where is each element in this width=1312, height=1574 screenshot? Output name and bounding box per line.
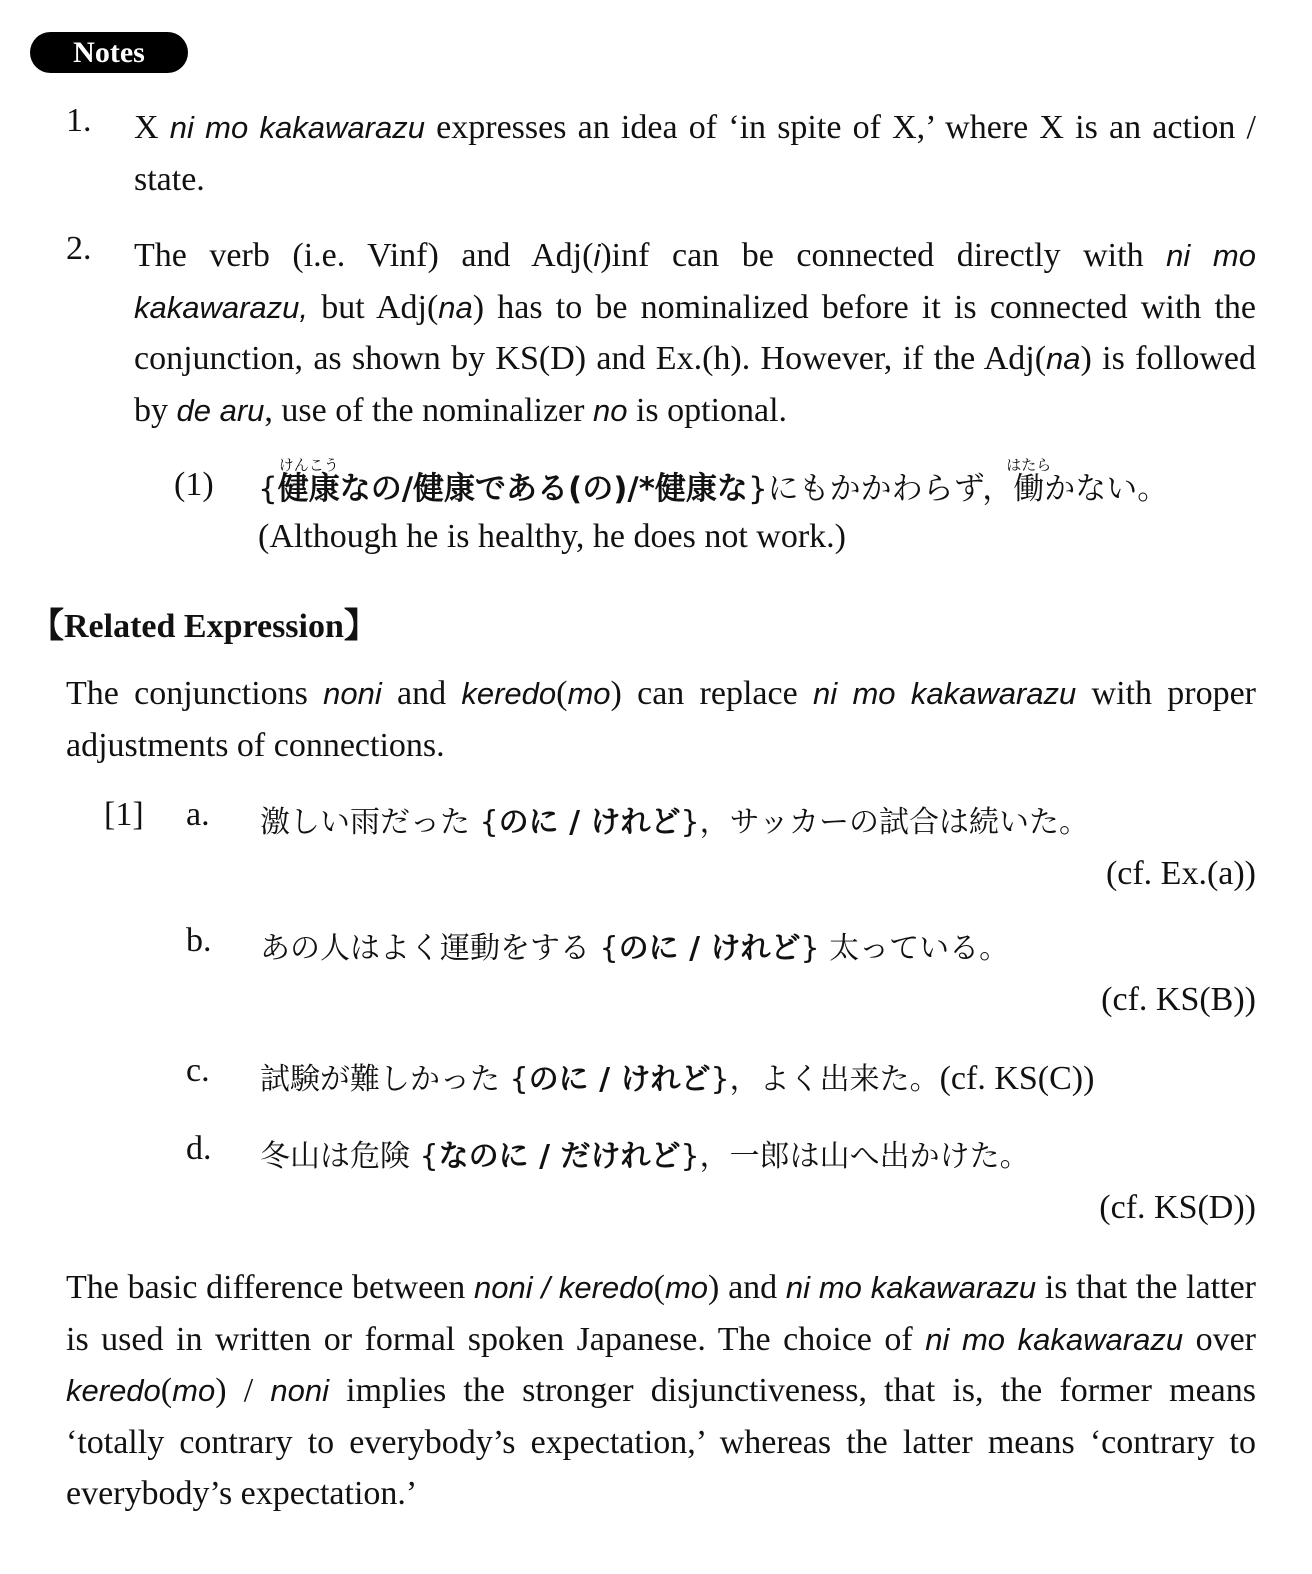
- italic-term: ni mo kakawarazu: [812, 676, 1077, 711]
- sentence-bold: のに / けれど: [528, 1062, 711, 1097]
- sentence-bold: のに / けれど: [498, 805, 681, 840]
- kanji: 働: [1013, 471, 1045, 507]
- text-run: and: [381, 675, 462, 712]
- italic-term: ni mo kakawarazu: [169, 110, 425, 145]
- example-letter: b.: [186, 922, 212, 959]
- related-expression-heading: 【Related Expression】: [30, 608, 378, 645]
- sentence-bold: なのに / だけれど: [438, 1139, 681, 1174]
- sentence-pre: 冬山は危険 {: [260, 1139, 439, 1174]
- italic-term: keredo: [66, 1373, 161, 1408]
- italic-term: na: [438, 289, 473, 325]
- cf-reference: (cf. KS(D)): [1099, 1189, 1256, 1226]
- example-translation: (Although he is healthy, he does not work.): [258, 518, 846, 555]
- sentence-end: かない。: [1044, 471, 1169, 507]
- text-run: (: [653, 1269, 665, 1306]
- text-run: (: [556, 675, 568, 712]
- brace-open: {: [258, 471, 278, 507]
- furigana: けんこう: [278, 456, 339, 474]
- italic-term: keredo: [461, 676, 557, 711]
- italic-term: noni / keredo: [473, 1270, 654, 1305]
- related-example-d: [104, 1130, 1256, 1232]
- example-letter: d.: [186, 1130, 212, 1167]
- related-closing: [66, 1262, 1256, 1520]
- text-run: but Adj(: [308, 288, 439, 326]
- text-run: ) /: [215, 1372, 271, 1409]
- text-run: The basic difference between: [66, 1269, 474, 1306]
- italic-term: mo: [172, 1373, 216, 1408]
- italic-term: ni mo kakawarazu: [925, 1321, 1184, 1357]
- text-run: ) is followed by: [134, 340, 1257, 429]
- cf-reference: (cf. KS(B)): [1101, 981, 1256, 1018]
- note-number: 1.: [66, 102, 92, 139]
- note-1: [66, 102, 1256, 205]
- related-intro: [66, 668, 1256, 771]
- italic-term: i: [593, 238, 601, 273]
- italic-term: ni mo kakawarazu,: [134, 238, 1256, 325]
- italic-term: no: [592, 392, 628, 428]
- text-run: ) can replace: [610, 675, 813, 712]
- text-run: ) and: [708, 1269, 786, 1306]
- text-run: is optional.: [627, 391, 788, 429]
- italic-term: de aru: [176, 392, 265, 428]
- sentence-post: } 太っている。: [800, 931, 1010, 966]
- text-run: The verb (i.e. Vinf) and Adj(: [134, 237, 594, 274]
- sentence-post: }，サッカーの試合は続いた。: [680, 805, 1089, 840]
- related-example-b: [104, 922, 1256, 1024]
- kanji: 健康: [277, 471, 340, 507]
- sentence-middle: にもかかわらず，: [767, 471, 1014, 507]
- text-run: , use of the nominalizer: [264, 391, 593, 429]
- text-run: X: [134, 109, 170, 146]
- sentence-pre: あの人はよく運動をする {: [260, 931, 619, 966]
- text-run: is that the latter is used in written or formal spoken Japanese. The choice of: [66, 1269, 1256, 1358]
- example-sentence: [258, 456, 1264, 512]
- sentence-pre: 激しい雨だった {: [260, 805, 499, 840]
- italic-term: mo: [567, 676, 611, 711]
- sentence-bold: のに / けれど: [618, 931, 801, 966]
- example-label: (1): [174, 466, 214, 503]
- cf-reference: (cf. Ex.(a)): [1105, 855, 1256, 892]
- italic-term: na: [1046, 341, 1081, 376]
- brace-close: }: [747, 471, 768, 507]
- example-sentence: [260, 796, 1256, 850]
- example-sentence: [260, 1130, 1256, 1184]
- example-tag: [1]: [104, 796, 144, 833]
- sentence-pre: 試験が難しかった {: [260, 1062, 529, 1097]
- ruby-hataraku: [1006, 456, 1052, 512]
- note-body: [134, 102, 1256, 205]
- example-sentence: [260, 1052, 1256, 1106]
- related-example-c: [104, 1052, 1256, 1106]
- text-run: with proper adjustments of connections.: [66, 675, 1256, 764]
- text-run: expresses an idea of ‘in spite of X,’ where X is an action / state.: [134, 109, 1256, 198]
- furigana: はたら: [1006, 456, 1052, 474]
- note-2: [66, 230, 1256, 436]
- ruby-kenkou: [277, 456, 340, 512]
- text-run: over: [1183, 1320, 1256, 1358]
- example-letter: c.: [186, 1052, 210, 1089]
- sentence-post: }，よく出来た。: [710, 1062, 940, 1097]
- italic-term: noni: [323, 676, 382, 711]
- text-run: (: [160, 1372, 173, 1409]
- note-number: 2.: [66, 230, 92, 267]
- text-run: )inf can be connected directly with: [600, 237, 1167, 274]
- related-example-a: [104, 796, 1256, 898]
- notes-badge: Notes: [30, 32, 188, 73]
- example-letter: a.: [186, 796, 210, 833]
- italic-term: noni: [270, 1373, 329, 1408]
- note-body: [134, 230, 1256, 436]
- example-1: [174, 456, 1264, 562]
- italic-term: ni mo kakawarazu: [785, 1270, 1037, 1305]
- cf-reference: (cf. KS(C)): [939, 1060, 1095, 1097]
- italic-term: mo: [664, 1270, 709, 1305]
- text-run: The conjunctions: [66, 675, 324, 712]
- example-sentence: [260, 922, 1256, 976]
- text-run: implies the stronger disjunctiveness, that is, the former means ‘totally contrary to everybody’s expectation,’ whereas the latter means ‘contrary to everybody’s expectation.’: [66, 1372, 1256, 1512]
- sentence-post: }，一郎は山へ出かけた。: [680, 1139, 1030, 1174]
- text-run: ) has to be nominalized before it is connected with the conjunction, as shown by KS(D) and Ex.(h). However, if the Adj(: [134, 288, 1256, 377]
- bold-options: なの/健康である(の)/*健康な: [339, 471, 748, 507]
